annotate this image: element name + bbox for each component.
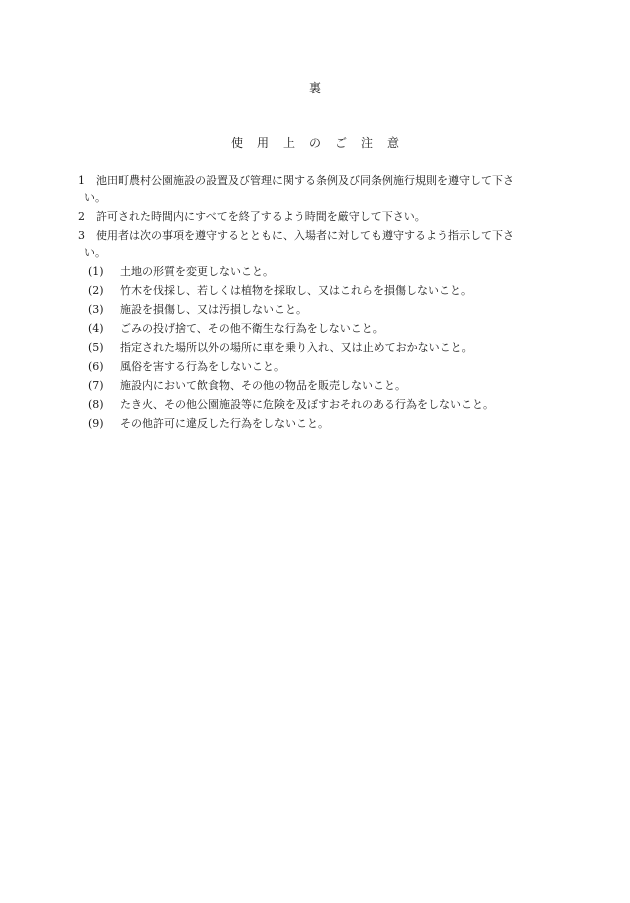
sub-item-8 <box>88 396 548 413</box>
notice-item-text <box>96 208 548 225</box>
notice-item-line: 池田町農村公園施設の設置及び管理に関する条例及び同条例施行規則を遵守して下さ <box>96 174 514 187</box>
notice-item-3 <box>78 227 548 261</box>
notice-item-2 <box>78 208 548 225</box>
sub-item-5 <box>88 339 548 356</box>
sub-item-6 <box>88 358 548 375</box>
sub-item-1 <box>88 263 548 280</box>
notice-item-1 <box>78 172 548 206</box>
sub-item-3 <box>88 301 548 318</box>
sub-item-number: (2) <box>88 284 104 297</box>
notice-item-number: 3 <box>78 229 85 242</box>
sub-item-number: (3) <box>88 303 104 316</box>
sub-item-text: 指定された場所以外の場所に車を乗り入れ、又は止めておかないこと。 <box>120 341 473 354</box>
notice-item-text <box>84 227 548 261</box>
sub-item-number: (9) <box>88 417 104 430</box>
sub-item-number: (8) <box>88 398 104 411</box>
notice-item-number: 1 <box>78 174 85 187</box>
notice-item-number: 2 <box>78 210 85 223</box>
sub-item-number: (5) <box>88 341 104 354</box>
notice-item-text <box>84 172 548 206</box>
sub-item-9 <box>88 415 548 432</box>
page-title: 使用上のご注意 <box>230 136 413 150</box>
sub-item-4 <box>88 320 548 337</box>
sub-item-text: その他許可に違反した行為をしないこと。 <box>120 417 329 430</box>
sub-item-list <box>88 263 548 432</box>
notice-item-line: 許可された時間内にすべてを終了するよう時間を厳守して下さい。 <box>96 210 426 223</box>
sub-item-text: たき火、その他公園施設等に危険を及ぼすおそれのある行為をしないこと。 <box>120 398 494 411</box>
sub-item-number: (1) <box>88 265 104 278</box>
notice-item-line: 使用者は次の事項を遵守するとともに、入場者に対しても遵守するよう指示して下さ <box>96 229 514 242</box>
sub-item-text: 風俗を害する行為をしないこと。 <box>120 360 285 373</box>
page-side-label: 裏 <box>308 81 321 95</box>
sub-item-7 <box>88 377 548 394</box>
notice-item-line-continued: い。 <box>84 246 106 259</box>
notice-item-line-continued: い。 <box>84 191 106 204</box>
sub-item-text: 土地の形質を変更しないこと。 <box>120 265 274 278</box>
sub-item-2 <box>88 282 548 299</box>
sub-item-number: (6) <box>88 360 104 373</box>
sub-item-number: (4) <box>88 322 104 335</box>
sub-item-text: 施設内において飲食物、その他の物品を販売しないこと。 <box>120 379 406 392</box>
sub-item-number: (7) <box>88 379 104 392</box>
sub-item-text: 竹木を伐採し、若しくは植物を採取し、又はこれらを損傷しないこと。 <box>120 284 472 297</box>
sub-item-text: ごみの投げ捨て、その他不衛生な行為をしないこと。 <box>120 322 384 335</box>
notice-list <box>78 172 548 434</box>
sub-item-text: 施設を損傷し、又は汚損しないこと。 <box>120 303 307 316</box>
